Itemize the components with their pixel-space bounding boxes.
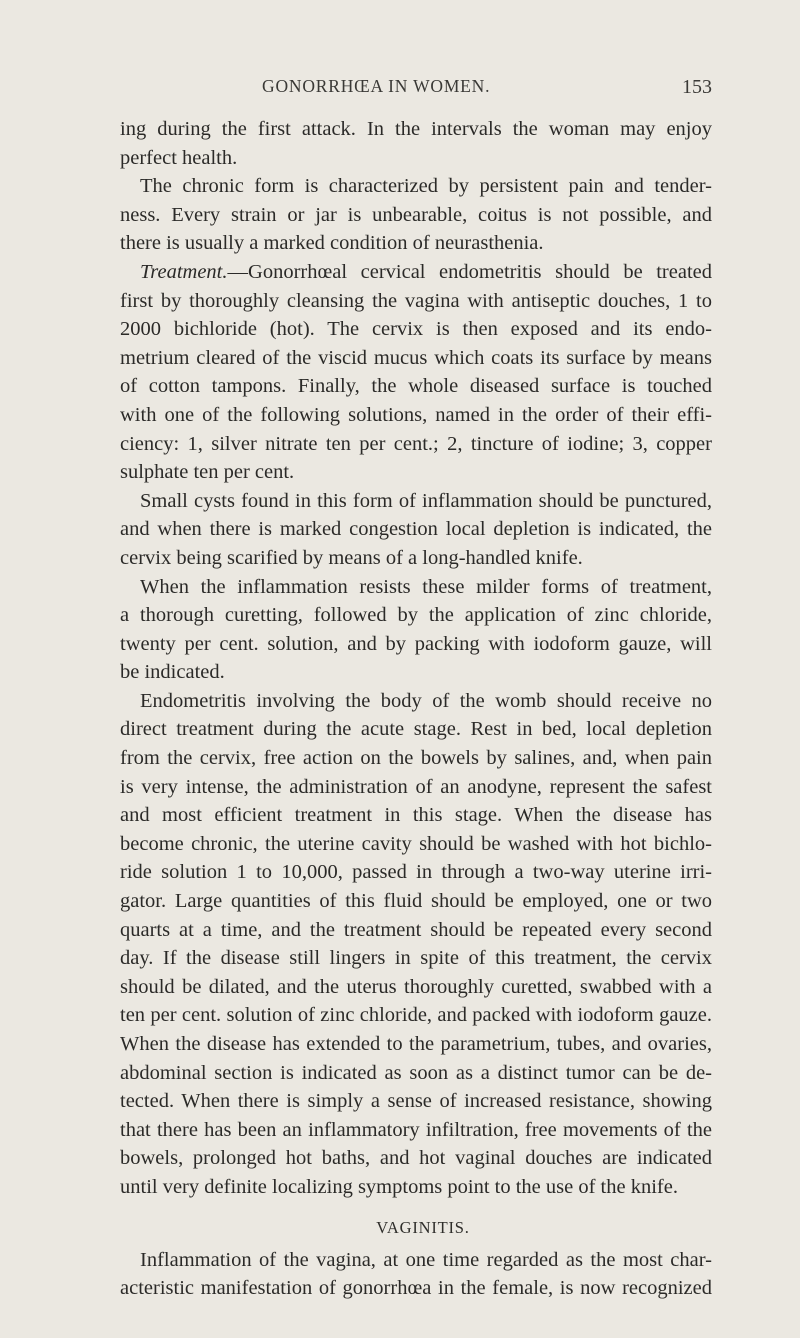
text-line: and most efficient treatment in this stage. When the disease has (120, 804, 712, 827)
text-line: twenty per cent. solution, and by packing with iodoform gauze, will (120, 632, 712, 655)
text-body (120, 115, 712, 1303)
text-line: be indicated. (120, 661, 225, 684)
text-line: from the cervix, free action on the bowels by salines, and, when pain (120, 747, 712, 770)
text-line: ciency: 1, silver nitrate ten per cent.; 2, tincture of iodine; 3, copper (120, 432, 712, 455)
text-line: should be dilated, and the uterus thoroughly curetted, swabbed with a (120, 975, 712, 998)
text-line: there is usually a marked condition of neurasthenia. (120, 232, 544, 255)
text-line: bowels, prolonged hot baths, and hot vaginal douches are indicated (120, 1147, 712, 1170)
text-line: cervix being scarified by means of a long-handled knife. (120, 546, 583, 569)
text-line: ride solution 1 to 10,000, passed in through a two-way uterine irri- (120, 861, 712, 884)
text-line: direct treatment during the acute stage. Rest in bed, local depletion (120, 718, 712, 741)
text-line: gator. Large quantities of this fluid should be employed, one or two (120, 890, 712, 913)
text-line: and when there is marked congestion local depletion is indicated, the (120, 518, 712, 541)
text-line: Endometritis involving the body of the womb should receive no (140, 689, 712, 712)
text-line: ness. Every strain or jar is unbearable, coitus is not possible, and (120, 203, 712, 226)
text-line: abdominal section is indicated as soon as a distinct tumor can be de- (120, 1061, 712, 1084)
running-head: GONORRHŒA IN WOMEN. (262, 76, 491, 96)
text-line: acteristic manifestation of gonorrhœa in the female, is now recognized (120, 1277, 712, 1300)
treatment-line (120, 258, 712, 287)
text-line: When the disease has extended to the parametrium, tubes, and ovaries, (120, 1033, 712, 1055)
page-header (0, 76, 800, 106)
text-line: The chronic form is characterized by persistent pain and tender- (140, 175, 712, 198)
text-line: quarts at a time, and the treatment should be repeated every second (120, 918, 712, 941)
text-line: Inflammation of the vagina, at one time regarded as the most char- (140, 1248, 712, 1271)
text-line: first by thoroughly cleansing the vagina with antiseptic douches, 1 to (120, 289, 712, 312)
text-span: —Gonorrhœal cervical endometritis should be treated (227, 260, 712, 283)
text-line: tected. When there is simply a sense of increased resistance, showing (120, 1090, 712, 1113)
text-line: perfect health. (120, 146, 238, 169)
text-line: with one of the following solutions, named in the order of their effi- (120, 403, 712, 426)
text-line: until very definite localizing symptoms point to the use of the knife. (120, 1175, 678, 1198)
treatment-heading: Treatment. (140, 260, 228, 283)
text-line: is very intense, the administration of an anodyne, represent the safest (120, 775, 712, 798)
text-line: day. If the disease still lingers in spite of this treatment, the cervix (120, 947, 712, 970)
text-line: ten per cent. solution of zinc chloride, and packed with iodoform gauze. (120, 1004, 712, 1027)
text-line: ing during the first attack. In the intervals the woman may enjoy (120, 118, 712, 140)
section-title: VAGINITIS. (376, 1217, 470, 1237)
text-line: of cotton tampons. Finally, the whole diseased surface is touched (120, 375, 712, 398)
text-line: that there has been an inflammatory infiltration, free movements of the (120, 1118, 712, 1141)
text-line: metrium cleared of the viscid mucus which coats its surface by means (120, 346, 712, 369)
page-number: 153 (682, 76, 712, 98)
text-line: 2000 bichloride (hot). The cervix is then exposed and its endo- (120, 318, 712, 341)
text-line: become chronic, the uterine cavity should be washed with hot bichlo- (120, 832, 712, 855)
text-line: When the inflammation resists these milder forms of treatment, (140, 575, 712, 598)
text-line: a thorough curetting, followed by the application of zinc chloride, (120, 604, 712, 627)
text-line: sulphate ten per cent. (120, 461, 295, 484)
text-line: Small cysts found in this form of inflammation should be punctured, (140, 489, 712, 512)
